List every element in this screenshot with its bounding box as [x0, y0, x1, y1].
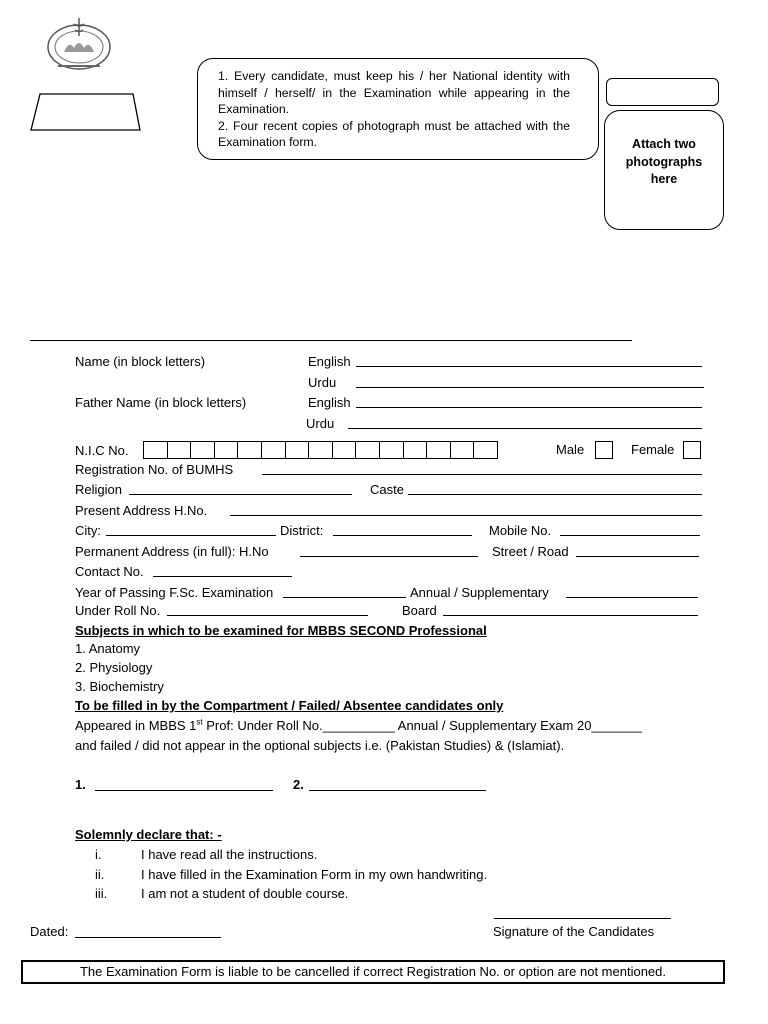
- instructions-box: [197, 58, 599, 160]
- contact-field[interactable]: [153, 576, 292, 577]
- nic-cell[interactable]: [473, 441, 498, 459]
- street-field[interactable]: [576, 556, 699, 557]
- photo-box-line: here: [650, 172, 678, 186]
- compartment-heading: To be filled in by the Compartment / Failed/ Absentee candidates only: [75, 698, 504, 713]
- name-english-label: English: [308, 354, 351, 369]
- dated-field[interactable]: [75, 937, 221, 938]
- male-checkbox[interactable]: [595, 441, 613, 459]
- compartment-line-1: [75, 718, 642, 734]
- female-checkbox[interactable]: [683, 441, 701, 459]
- board-label: Board: [402, 603, 437, 618]
- father-urdu-label: Urdu: [306, 416, 335, 431]
- present-address-field[interactable]: [230, 515, 702, 516]
- nic-input-cells[interactable]: [144, 441, 498, 459]
- registration-label: Registration No. of BUMHS: [75, 462, 234, 477]
- university-seal-logo: [44, 14, 114, 74]
- fsc-year-field[interactable]: [283, 597, 406, 598]
- instruction-item: 1. Every candidate, must keep his / her National identity with himself / herself/ in the Examination while appearing in the Examination.: [218, 69, 570, 116]
- city-field[interactable]: [106, 535, 276, 536]
- annual-supplementary-label: Annual / Supplementary: [410, 585, 549, 600]
- declaration-text: I am not a student of double course.: [141, 886, 349, 901]
- mobile-field[interactable]: [560, 535, 700, 536]
- compartment-line-2: and failed / did not appear in the optional subjects i.e. (Pakistan Studies) & (Islamiat).: [75, 738, 565, 753]
- optional-subject-2-field[interactable]: [309, 790, 486, 791]
- declaration-number: i.: [95, 847, 102, 862]
- district-field[interactable]: [333, 535, 472, 536]
- compartment-superscript: st: [196, 717, 203, 727]
- annual-supplementary-field[interactable]: [566, 597, 698, 598]
- permanent-address-label: Permanent Address (in full): H.No: [75, 544, 269, 559]
- contact-label: Contact No.: [75, 564, 144, 579]
- permanent-address-field[interactable]: [300, 556, 478, 557]
- declaration-number: iii.: [95, 886, 108, 901]
- nic-cell[interactable]: [332, 441, 357, 459]
- subjects-heading: Subjects in which to be examined for MBBS SECOND Professional: [75, 623, 487, 638]
- male-label: Male: [556, 442, 585, 457]
- nic-cell[interactable]: [285, 441, 310, 459]
- compartment-line-1a: Appeared in MBBS 1: [75, 718, 197, 733]
- name-english-field[interactable]: [356, 366, 702, 367]
- nic-cell[interactable]: [450, 441, 475, 459]
- nic-cell[interactable]: [143, 441, 168, 459]
- photo-attachment-box: [604, 110, 724, 230]
- declaration-number: ii.: [95, 867, 105, 882]
- photo-box-line: Attach two: [632, 137, 696, 151]
- nic-label: N.I.C No.: [75, 443, 129, 458]
- district-label: District:: [280, 523, 324, 538]
- name-urdu-field[interactable]: [356, 387, 704, 388]
- father-name-label: Father Name (in block letters): [75, 395, 247, 410]
- nic-cell[interactable]: [190, 441, 215, 459]
- nic-cell[interactable]: [167, 441, 192, 459]
- name-label: Name (in block letters): [75, 354, 206, 369]
- section-divider: [30, 340, 632, 341]
- optional-subject-1-label: 1.: [75, 777, 86, 792]
- cancellation-notice: The Examination Form is liable to be cancelled if correct Registration No. or option are not mentioned.: [21, 960, 725, 984]
- optional-subject-2-label: 2.: [293, 777, 304, 792]
- dated-label: Dated:: [30, 924, 69, 939]
- board-field[interactable]: [443, 615, 698, 616]
- roll-number-box[interactable]: [606, 78, 719, 106]
- nic-cell[interactable]: [261, 441, 286, 459]
- nic-cell[interactable]: [426, 441, 451, 459]
- religion-field[interactable]: [129, 494, 352, 495]
- declaration-heading: Solemnly declare that: -: [75, 827, 222, 842]
- compartment-line-1b: Prof: Under Roll No.__________ Annual / Supplementary Exam 20_______: [202, 718, 643, 733]
- father-urdu-field[interactable]: [348, 428, 702, 429]
- optional-subject-1-field[interactable]: [95, 790, 273, 791]
- religion-label: Religion: [75, 482, 122, 497]
- fsc-year-label: Year of Passing F.Sc. Examination: [75, 585, 274, 600]
- nic-cell[interactable]: [403, 441, 428, 459]
- street-label: Street / Road: [492, 544, 569, 559]
- nic-cell[interactable]: [214, 441, 239, 459]
- instruction-item: 2. Four recent copies of photograph must be attached with the Examination form.: [218, 118, 570, 149]
- nic-cell[interactable]: [379, 441, 404, 459]
- exam-code-box: [28, 92, 143, 132]
- father-english-field[interactable]: [356, 407, 702, 408]
- mobile-label: Mobile No.: [489, 523, 552, 538]
- subject-item: 1. Anatomy: [75, 641, 141, 656]
- signature-label: Signature of the Candidates: [493, 924, 655, 939]
- roll-no-field[interactable]: [167, 615, 368, 616]
- caste-field[interactable]: [408, 494, 702, 495]
- subject-item: 2. Physiology: [75, 660, 153, 675]
- female-label: Female: [631, 442, 675, 457]
- present-address-label: Present Address H.No.: [75, 503, 208, 518]
- nic-cell[interactable]: [355, 441, 380, 459]
- nic-cell[interactable]: [237, 441, 262, 459]
- roll-no-label: Under Roll No.: [75, 603, 161, 618]
- caste-label: Caste: [370, 482, 404, 497]
- declaration-text: I have filled in the Examination Form in my own handwriting.: [141, 867, 488, 882]
- declaration-text: I have read all the instructions.: [141, 847, 318, 862]
- father-english-label: English: [308, 395, 351, 410]
- city-label: City:: [75, 523, 101, 538]
- subject-item: 3. Biochemistry: [75, 679, 164, 694]
- photo-box-line: photographs: [625, 154, 703, 169]
- registration-field[interactable]: [262, 474, 702, 475]
- signature-field[interactable]: [494, 918, 671, 919]
- name-urdu-label: Urdu: [308, 375, 337, 390]
- nic-cell[interactable]: [308, 441, 333, 459]
